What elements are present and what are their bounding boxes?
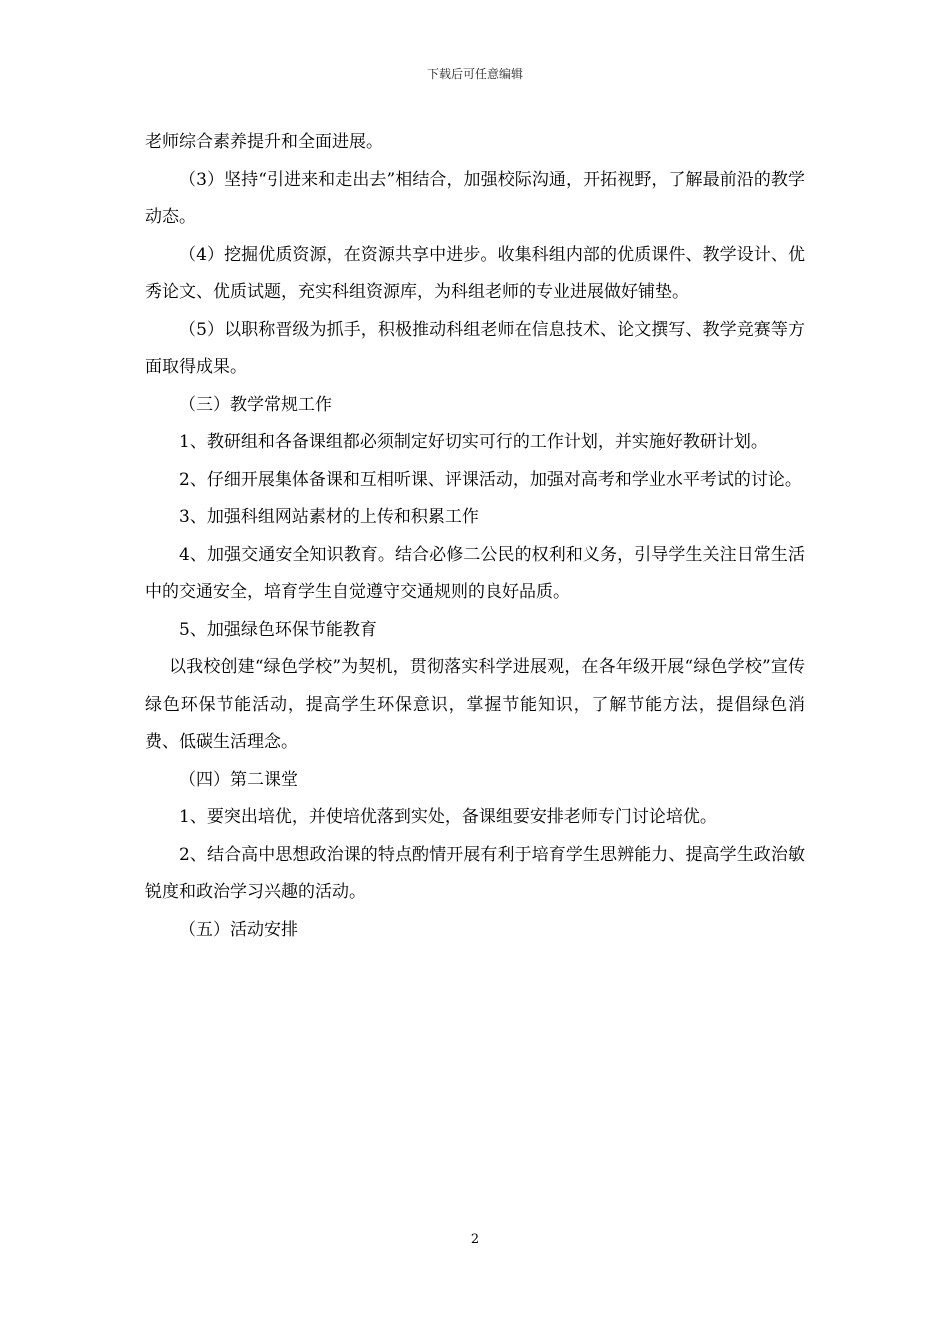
paragraph-routine-3: 3、加强科组网站素材的上传和积累工作: [179, 507, 479, 527]
paragraph-routine-5: 5、加强绿色环保节能教育: [179, 619, 377, 640]
paragraph-green-school: 以我校创建“绿色学校”为契机，贯彻落实科学进展观，在各年级开展“绿色学校”宣传绿色环保节能活动，提高学生环保意识，掌握节能知识，了解节能方法，提倡绿色消费、低碳生活理念。: [145, 657, 805, 752]
paragraph-second-classroom-1: 1、要突出培优，并使培优落到实处，备课组要安排老师专门讨论培优。: [179, 807, 717, 827]
paragraph-routine-1: 1、教研组和各备课组都必须制定好切实可行的工作计划，并实施好教研计划。: [179, 432, 768, 452]
paragraph-routine-4: 4、加强交通安全知识教育。结合必修二公民的权利和义务，引导学生关注日常生活中的交通安全，培育学生自觉遵守交通规则的良好品质。: [145, 544, 805, 602]
section-heading-activities: （五）活动安排: [179, 919, 298, 940]
section-heading-second-classroom: （四）第二课堂: [179, 769, 298, 790]
page-header: 下载后可任意编辑: [426, 67, 523, 81]
paragraph-item-5: （5）以职称晋级为抓手，积极推动科组老师在信息技术、论文撰写、教学竞赛等方面取得成果。: [145, 319, 805, 377]
page-number: 2: [470, 1232, 480, 1247]
paragraph-item-3: （3）坚持“引进来和走出去”相结合，加强校际沟通，开拓视野，了解最前沿的教学动态。: [145, 169, 805, 227]
section-heading-teaching-routine: （三）教学常规工作: [179, 394, 332, 415]
paragraph-continuation: 老师综合素养提升和全面进展。: [145, 132, 383, 152]
paragraph-item-4: （4）挖掘优质资源，在资源共享中进步。收集科组内部的优质课件、教学设计、优秀论文、优质试题，充实科组资源库，为科组老师的专业进展做好铺垫。: [145, 244, 805, 302]
document-body: [145, 124, 805, 949]
paragraph-second-classroom-2: 2、结合高中思想政治课的特点酌情开展有利于培育学生思辨能力、提高学生政治敏锐度和政治学习兴趣的活动。: [145, 844, 805, 902]
paragraph-routine-2: 2、仔细开展集体备课和互相听课、评课活动，加强对高考和学业水平考试的讨论。: [179, 469, 802, 490]
